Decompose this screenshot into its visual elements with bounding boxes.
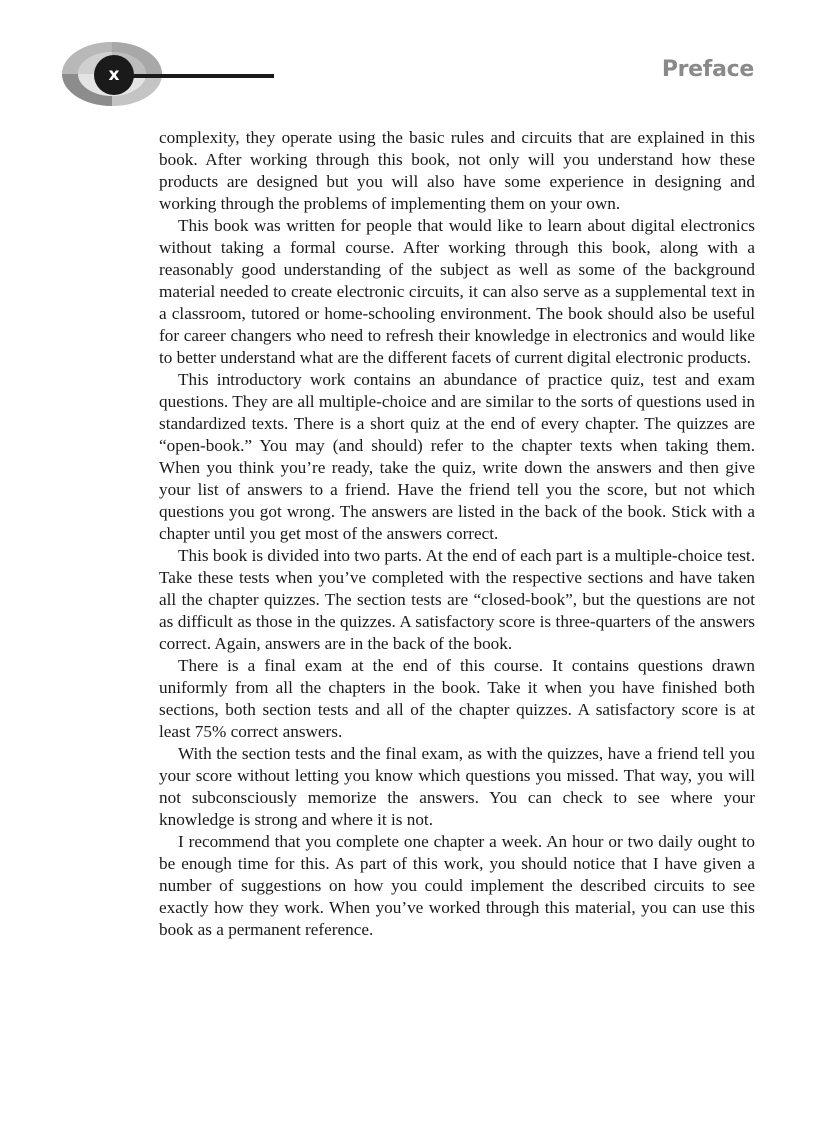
page-header — [0, 0, 816, 120]
page-number: x — [108, 65, 120, 85]
paragraph: This introductory work contains an abundance of practice quiz, test and exam questions. They are all multiple-choice and are similar to the sorts of questions used in standardized texts. There is a short quiz at the end of every chapter. The quizzes are “open-book.” You may (and should) refer to the chapter texts when taking them. When you think you’re ready, take the quiz, write down the answers and then give your list of answers to a friend. Have the friend tell you the score, but not which questions you got wrong. The answers are listed in the back of the book. Stick with a chapter until you get most of the answers correct. — [159, 370, 755, 543]
paragraph: This book is divided into two parts. At the end of each part is a multiple-choice test. Take these tests when you’ve completed with the respective sections and have taken all the chapter quizzes. The section tests are “closed-book”, but the questions are not as difficult as those in the quizzes. A satisfactory score is three-quarters of the answers correct. Again, answers are in the back of the book. — [159, 546, 755, 653]
running-head: Preface — [661, 57, 754, 82]
paragraph: I recommend that you complete one chapter a week. An hour or two daily ought to be enough time for this. As part of this work, you should notice that I have given a number of suggestions on how you could implement the described circuits to see exactly how they work. When you’ve worked through this material, you can use this book as a permanent reference. — [159, 832, 755, 939]
paragraph: complexity, they operate using the basic rules and circuits that are explained in this book. After working through this book, not only will you understand how these products are designed but you will also have some experience in designing and working through the problems of implementing them on your own. — [159, 128, 755, 213]
paragraph: This book was written for people that would like to learn about digital electronics without taking a formal course. After working through this book, along with a reasonably good understanding of the subject as well as some of the background material needed to create electronic circuits, it can also serve as a supplemental text in a classroom, tutored or home-schooling environment. The book should also be useful for career changers who need to refresh their knowledge in electronics and would like to better understand what are the different facets of current digital electronic products. — [159, 216, 755, 367]
paragraph: There is a final exam at the end of this course. It contains questions drawn uniformly from all the chapters in the book. Take it when you have finished both sections, both section tests and all of the chapter quizzes. A satisfactory score is at least 75% correct answers. — [159, 656, 755, 741]
body-text — [159, 127, 755, 941]
eye-logo-icon — [58, 38, 278, 110]
paragraph: With the section tests and the final exam, as with the quizzes, have a friend tell you your score without letting you know which questions you missed. That way, you will not subconsciously memorize the answers. You can check to see where your knowledge is strong and where it is not. — [159, 744, 755, 829]
